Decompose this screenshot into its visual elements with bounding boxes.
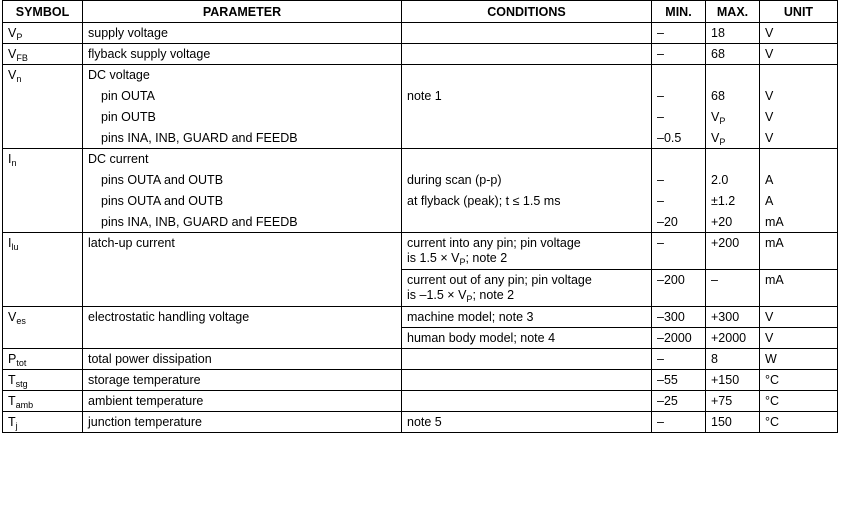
max-cell: +75 bbox=[706, 391, 760, 412]
conditions-line: is $-1.5 \times V_P$; note 2 bbox=[407, 288, 515, 304]
max-cell: 2.0 bbox=[706, 170, 760, 191]
table-row bbox=[3, 170, 838, 191]
parameter-cell: pin OUTB bbox=[83, 107, 402, 128]
max-cell: ±1.2 bbox=[706, 191, 760, 212]
conditions-text: note 1 bbox=[407, 89, 442, 103]
table-row bbox=[3, 191, 838, 212]
unit-cell: mA bbox=[760, 212, 838, 233]
max-cell: $V_P$ bbox=[706, 107, 760, 128]
conditions-cell bbox=[402, 370, 652, 391]
symbol-cell: $T_{amb}$ bbox=[3, 391, 83, 412]
min-cell: –2000 bbox=[652, 328, 706, 349]
min-cell bbox=[652, 65, 706, 86]
conditions-cell bbox=[402, 44, 652, 65]
unit-cell: V bbox=[760, 23, 838, 44]
conditions-cell bbox=[402, 270, 652, 307]
conditions-cell bbox=[402, 233, 652, 270]
header-parameter: PARAMETER bbox=[83, 1, 402, 23]
unit-cell bbox=[760, 149, 838, 170]
max-cell: 68 bbox=[706, 44, 760, 65]
max-cell: +150 bbox=[706, 370, 760, 391]
min-cell: –200 bbox=[652, 270, 706, 307]
parameter-cell: pin OUTA bbox=[83, 86, 402, 107]
header-unit: UNIT bbox=[760, 1, 838, 23]
min-cell: – bbox=[652, 191, 706, 212]
parameter-cell: pins OUTA and OUTB bbox=[83, 191, 402, 212]
symbol-cell: $V_{es}$ bbox=[3, 307, 83, 349]
symbol-cell: $V_n$ bbox=[3, 65, 83, 149]
conditions-cell bbox=[402, 23, 652, 44]
parameter-cell: flyback supply voltage bbox=[83, 44, 402, 65]
unit-cell: V bbox=[760, 107, 838, 128]
max-cell: 8 bbox=[706, 349, 760, 370]
min-cell: – bbox=[652, 23, 706, 44]
parameter-cell: DC voltage bbox=[83, 65, 402, 86]
table-row bbox=[3, 307, 838, 328]
unit-cell: W bbox=[760, 349, 838, 370]
conditions-cell bbox=[402, 391, 652, 412]
parameter-cell: electrostatic handling voltage bbox=[83, 307, 402, 349]
symbol-cell: $I_n$ bbox=[3, 149, 83, 233]
max-cell: 18 bbox=[706, 23, 760, 44]
table-row bbox=[3, 23, 838, 44]
unit-cell: mA bbox=[760, 270, 838, 307]
min-cell: – bbox=[652, 170, 706, 191]
symbol-cell: $P_{tot}$ bbox=[3, 349, 83, 370]
min-cell: – bbox=[652, 412, 706, 433]
min-cell: – bbox=[652, 233, 706, 270]
unit-cell: V bbox=[760, 128, 838, 149]
unit-cell: V bbox=[760, 44, 838, 65]
header-row bbox=[3, 1, 838, 23]
unit-cell: A bbox=[760, 170, 838, 191]
parameter-cell: pins OUTA and OUTB bbox=[83, 170, 402, 191]
max-cell bbox=[706, 65, 760, 86]
parameter-cell: pins INA, INB, GUARD and FEEDB bbox=[83, 128, 402, 149]
conditions-cell: machine model; note 3 bbox=[402, 307, 652, 328]
max-cell bbox=[706, 149, 760, 170]
max-cell: +300 bbox=[706, 307, 760, 328]
table-row bbox=[3, 233, 838, 270]
conditions-cell bbox=[402, 212, 652, 233]
table-row bbox=[3, 370, 838, 391]
table-row bbox=[3, 65, 838, 86]
conditions-line: is $1.5 \times V_P$; note 2 bbox=[407, 251, 508, 267]
header-symbol: SYMBOL bbox=[3, 1, 83, 23]
header-conditions: CONDITIONS bbox=[402, 1, 652, 23]
conditions-cell: during scan (p-p) bbox=[402, 170, 652, 191]
conditions-line: current out of any pin; pin voltage bbox=[407, 273, 592, 287]
min-cell bbox=[652, 149, 706, 170]
parameter-cell: storage temperature bbox=[83, 370, 402, 391]
unit-cell: A bbox=[760, 191, 838, 212]
parameter-cell: pins INA, INB, GUARD and FEEDB bbox=[83, 212, 402, 233]
conditions-cell bbox=[402, 65, 652, 149]
conditions-cell: human body model; note 4 bbox=[402, 328, 652, 349]
min-cell: – bbox=[652, 86, 706, 107]
unit-cell bbox=[760, 65, 838, 86]
max-cell: +2000 bbox=[706, 328, 760, 349]
min-cell: –20 bbox=[652, 212, 706, 233]
unit-cell: V bbox=[760, 86, 838, 107]
limiting-values-table bbox=[2, 0, 838, 433]
min-cell: – bbox=[652, 349, 706, 370]
conditions-cell bbox=[402, 349, 652, 370]
unit-cell: V bbox=[760, 307, 838, 328]
max-cell: $V_P$ bbox=[706, 128, 760, 149]
max-cell: +200 bbox=[706, 233, 760, 270]
table-row bbox=[3, 391, 838, 412]
unit-cell: mA bbox=[760, 233, 838, 270]
parameter-cell: junction temperature bbox=[83, 412, 402, 433]
symbol-cell: $V_P$ bbox=[3, 23, 83, 44]
header-min: MIN. bbox=[652, 1, 706, 23]
unit-cell: V bbox=[760, 328, 838, 349]
max-cell: 68 bbox=[706, 86, 760, 107]
min-cell: –25 bbox=[652, 391, 706, 412]
symbol-cell: $V_{FB}$ bbox=[3, 44, 83, 65]
min-cell: –55 bbox=[652, 370, 706, 391]
unit-cell: °C bbox=[760, 412, 838, 433]
table-row bbox=[3, 349, 838, 370]
conditions-line: current into any pin; pin voltage bbox=[407, 236, 581, 250]
table-row bbox=[3, 412, 838, 433]
parameter-cell: supply voltage bbox=[83, 23, 402, 44]
min-cell: –0.5 bbox=[652, 128, 706, 149]
parameter-cell: total power dissipation bbox=[83, 349, 402, 370]
min-cell: –300 bbox=[652, 307, 706, 328]
table-row bbox=[3, 212, 838, 233]
symbol-cell: $T_{stg}$ bbox=[3, 370, 83, 391]
max-cell: 150 bbox=[706, 412, 760, 433]
unit-cell: °C bbox=[760, 391, 838, 412]
parameter-cell: latch-up current bbox=[83, 233, 402, 307]
max-cell: +20 bbox=[706, 212, 760, 233]
symbol-cell: $I_{lu}$ bbox=[3, 233, 83, 307]
conditions-cell: at flyback (peak); t ≤ 1.5 ms bbox=[402, 191, 652, 212]
min-cell: – bbox=[652, 44, 706, 65]
header-max: MAX. bbox=[706, 1, 760, 23]
table-row bbox=[3, 149, 838, 170]
parameter-cell: ambient temperature bbox=[83, 391, 402, 412]
max-cell: – bbox=[706, 270, 760, 307]
unit-cell: °C bbox=[760, 370, 838, 391]
conditions-cell bbox=[402, 149, 652, 170]
symbol-cell: $T_j$ bbox=[3, 412, 83, 433]
table-row bbox=[3, 44, 838, 65]
min-cell: – bbox=[652, 107, 706, 128]
conditions-cell: note 5 bbox=[402, 412, 652, 433]
parameter-cell: DC current bbox=[83, 149, 402, 170]
